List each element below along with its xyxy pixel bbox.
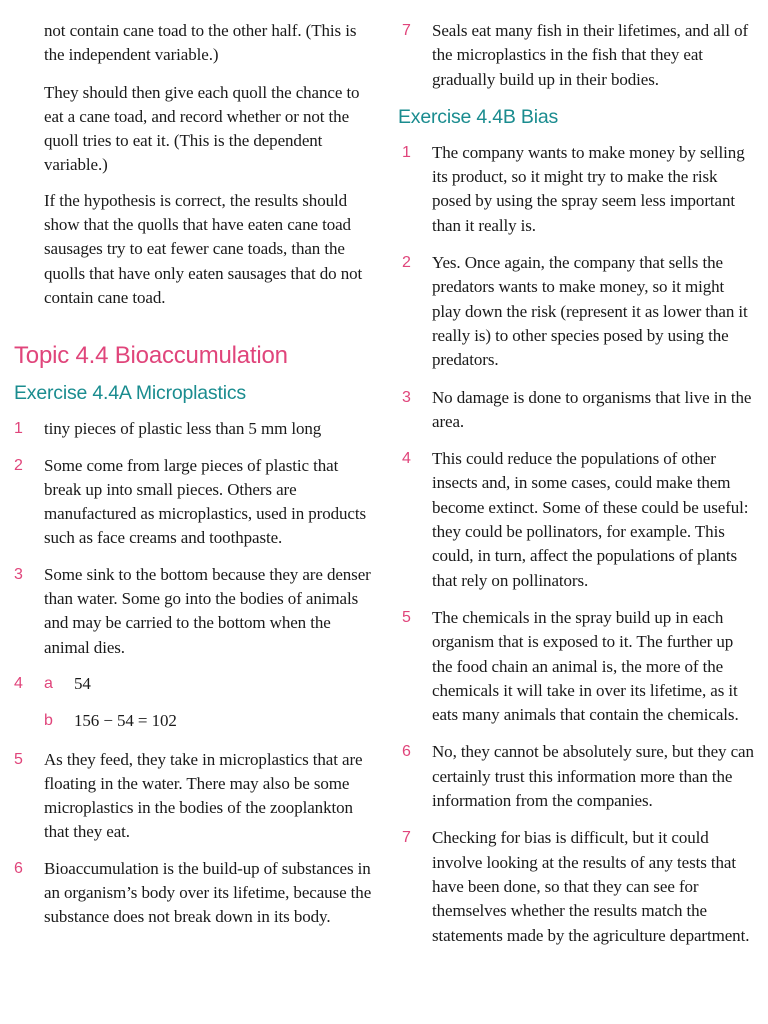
answer-number: 6 [402,743,411,761]
left-column [14,0,374,930]
answer-text: No, they cannot be absolutely sure, but they can certainly trust this information more than the information from the companies. [432,742,754,811]
answer-item [14,417,374,441]
subpart-letter: b [44,712,53,730]
answer-item [398,447,754,593]
answer-number: 4 [14,674,23,692]
answer-item [14,748,374,845]
right-column [398,0,754,948]
topic-heading: Topic 4.4 Bioaccumulation [14,342,288,370]
answer-subpart [14,709,374,733]
exercise-heading: Exercise 4.4A Microplastics [14,382,246,405]
answer-subpart [14,672,374,696]
answer-text: As they feed, they take in microplastics that are floating in the water. There may also be some microplastics in the bodies of the zooplankton that they eat. [44,749,363,842]
answer-item [398,386,754,435]
answer-number: 5 [14,750,23,768]
answer-item [398,141,754,238]
answer-number: 3 [14,565,23,583]
answer-number: 3 [402,388,411,406]
answer-number: 2 [14,456,23,474]
subpart-letter: a [44,674,53,692]
exercise-heading: Exercise 4.4B Bias [398,105,559,128]
answer-number: 7 [402,22,411,39]
answer-item [398,606,754,727]
answer-number: 1 [14,420,23,438]
answer-number: 2 [402,254,411,272]
answer-text: Some sink to the bottom because they are denser than water. Some go into the bodies of animals and may be carried to the bottom when the animal dies. [44,564,371,657]
answer-text: Checking for bias is difficult, but it could involve looking at the results of any tests that have been done, so that they can see for themselves whether the results match the statements made by the agriculture department. [432,828,750,945]
answer-text: No damage is done to organisms that live in the area. [432,387,752,431]
answer-item [398,251,754,372]
answer-number: 4 [402,450,411,468]
answer-number: 6 [14,859,23,877]
subpart-text: 54 [74,673,91,693]
answer-number: 1 [402,143,411,161]
answer-text: Seals eat many fish in their lifetimes, and all of the microplastics in the fish that they eat gradually build up in their bodies. [432,21,749,89]
answer-text: Yes. Once again, the company that sells the predators wants to make money, so it might play down the risk (represent it as lower than it really is) to other species posed by using the predators. [432,253,748,370]
answer-number: 5 [402,608,411,626]
answer-text: Some come from large pieces of plastic that break up into small pieces. Others are manufactured as microplastics, used in products such as face creams and toothpaste. [44,455,366,548]
answer-text: This could reduce the populations of other insects and, in some cases, could make them become extinct. Some of these could be useful: they could be pollinators, for example. This could, in turn, affect the populations of plants that rely on pollinators. [432,449,749,590]
subpart-text: 156 − 54 = 102 [74,711,177,731]
answer-item [398,19,754,92]
answer-text: The chemicals in the spray build up in each organism that is exposed to it. The further up the food chain an animal is, the more of the chemicals it will take in over its lifetime, as it eats many animals that contain the chemicals. [432,607,739,725]
answer-item [398,826,754,947]
answer-item [14,563,374,660]
answer-text: The company wants to make money by selling its product, so it might try to make the risk posed by using the spray seem less important than it really is. [432,142,745,235]
answer-text: Bioaccumulation is the build-up of substances in an organism’s body over its lifetime, because the substance does not break down in its body. [44,858,372,927]
intro-paragraph: They should then give each quoll the chance to eat a cane toad, and record whether or not the quoll tries to eat it. (This is the dependent variable.) [44,82,360,175]
answer-item [398,740,754,813]
intro-paragraph: If the hypothesis is correct, the results should show that the quolls that have eaten cane toad sausages try to eat fewer cane toads, than the quolls that have only eaten sausages that do not contain cane toad. [44,190,363,307]
intro-paragraph: not contain cane toad to the other half. (This is the independent variable.) [44,21,357,65]
answer-text: tiny pieces of plastic less than 5 mm long [44,419,322,439]
answer-item [14,672,374,734]
answer-item [14,857,374,930]
answer-item [14,454,374,551]
answer-number: 7 [402,829,411,847]
